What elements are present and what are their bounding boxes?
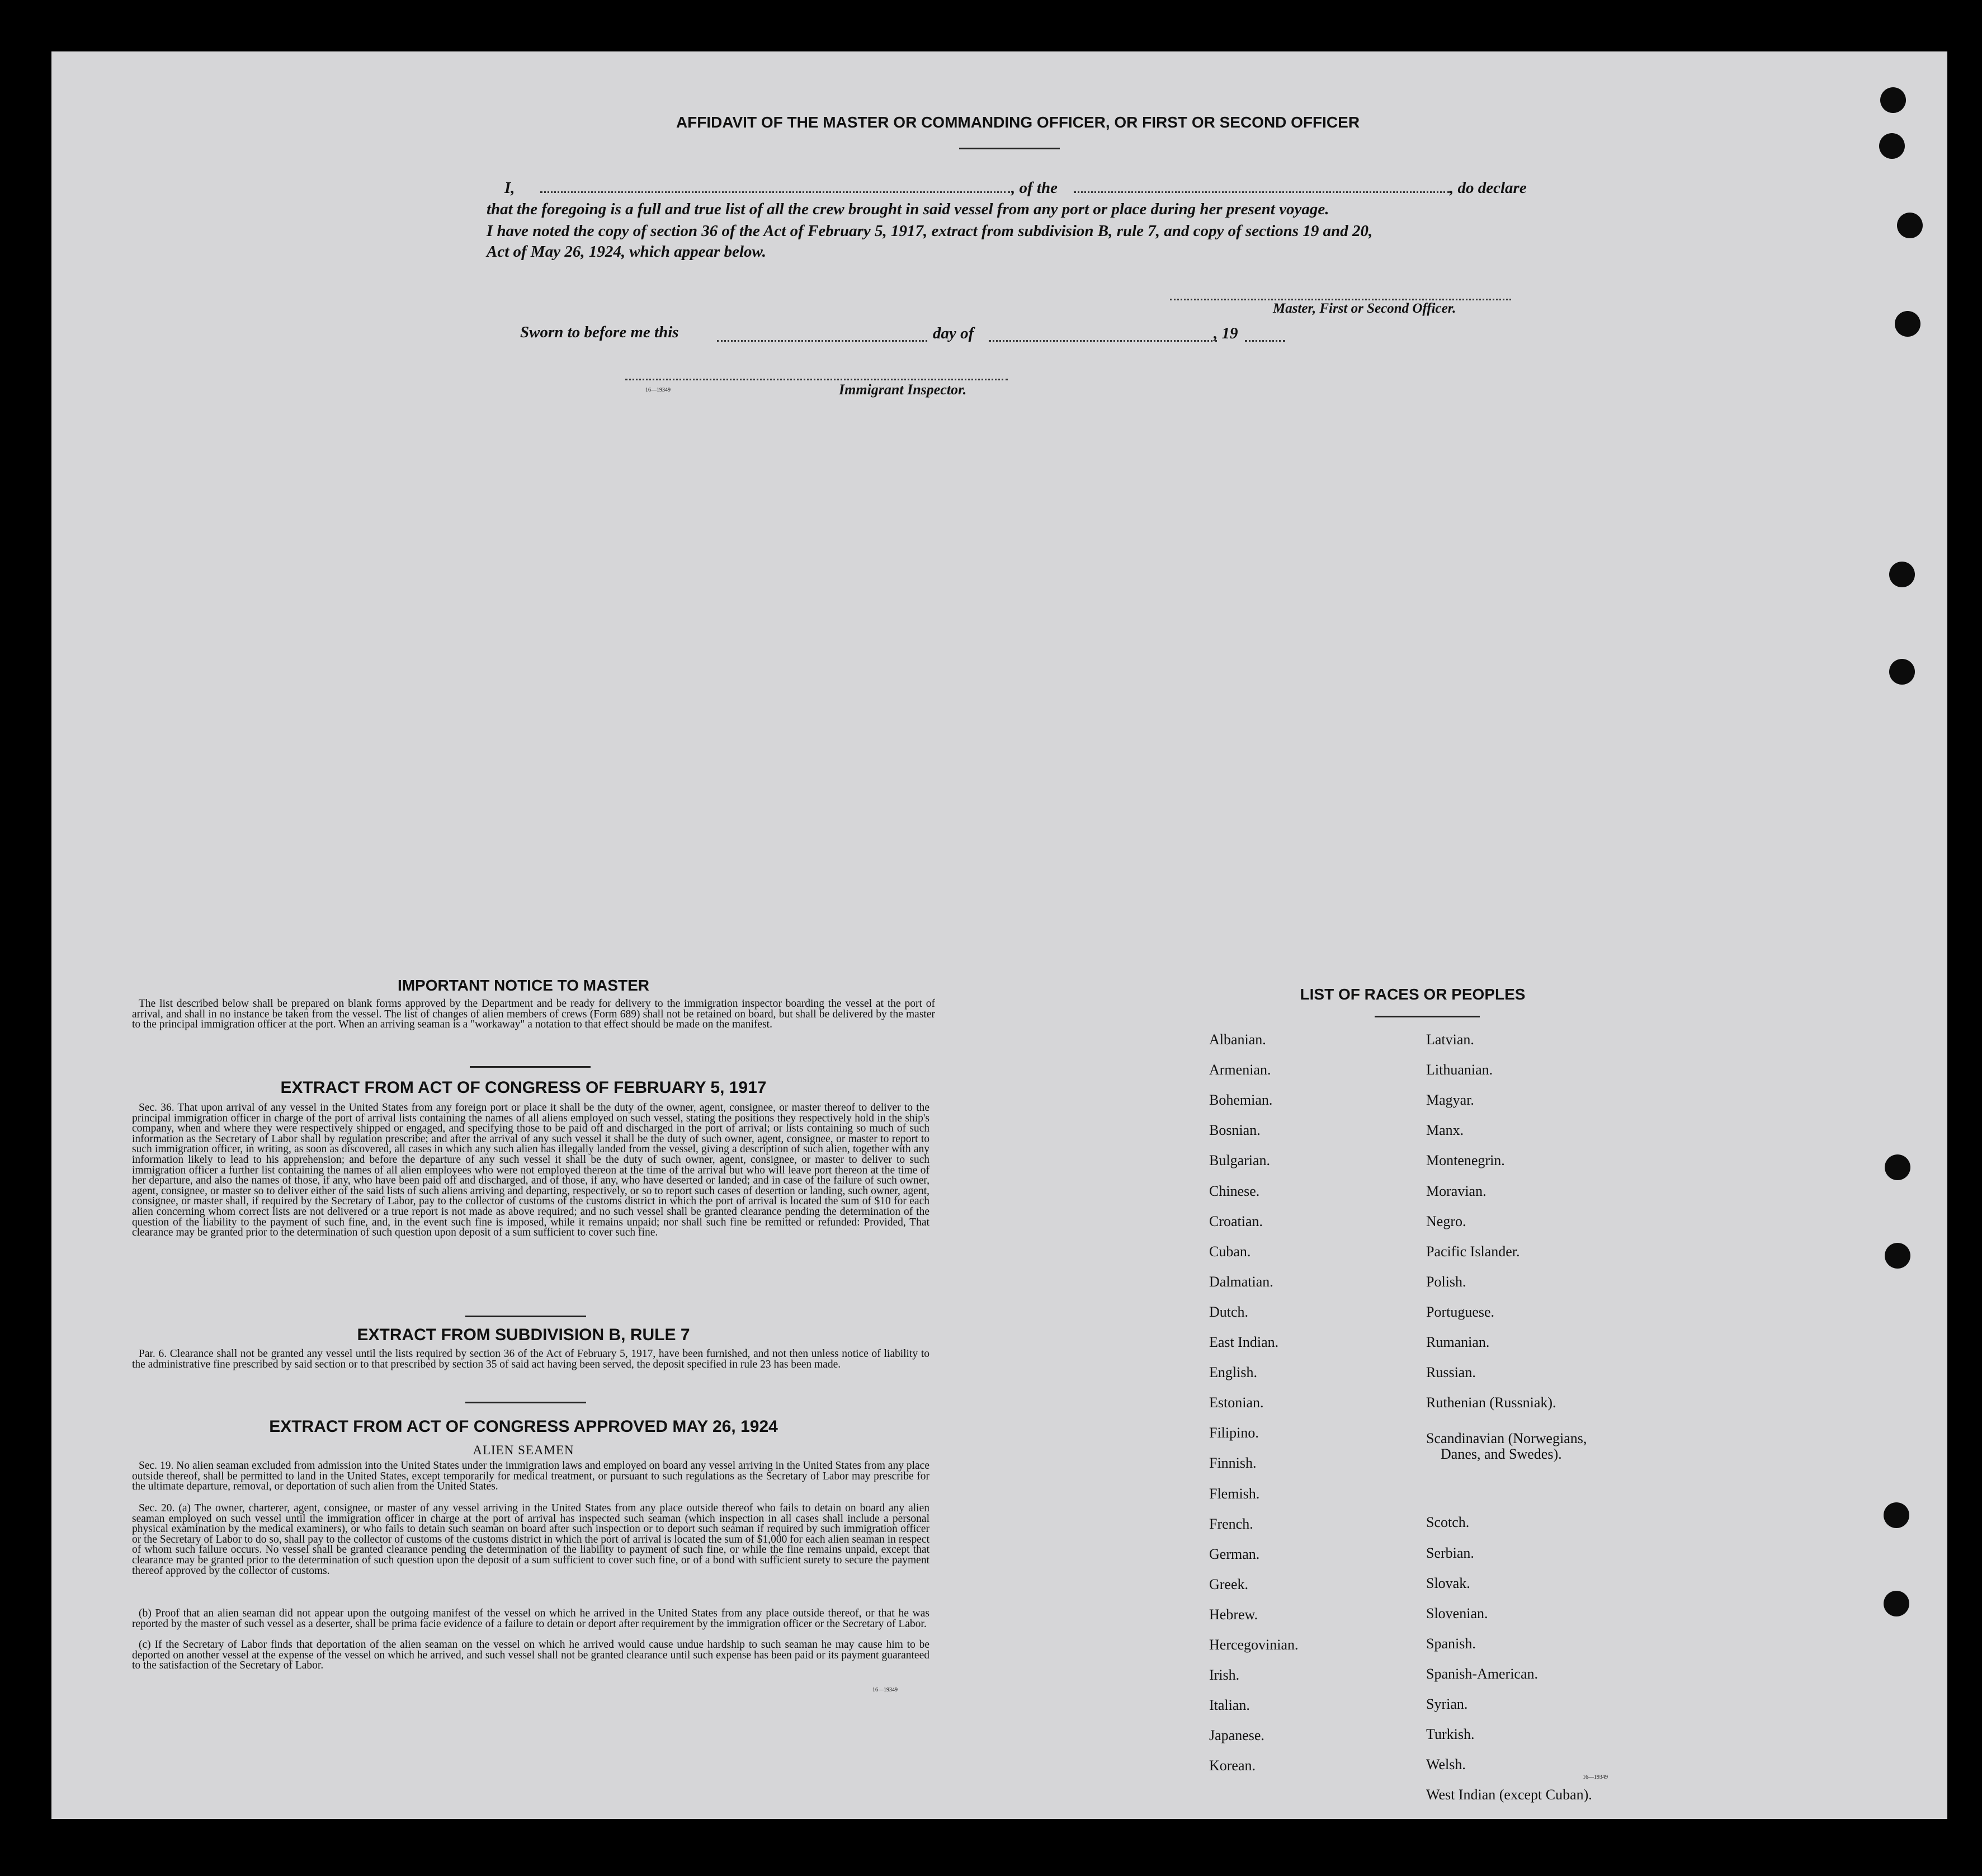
race-item: Bohemian. <box>1209 1092 1273 1109</box>
race-item: Spanish-American. <box>1426 1665 1539 1682</box>
affidavit-line4: Act of May 26, 1924, which appear below. <box>487 243 766 261</box>
notice-title: IMPORTANT NOTICE TO MASTER <box>397 977 650 994</box>
sec20b-text: (b) Proof that an alien seaman did not appear upon the outgoing manifest of the vessel on which he arrived in the United States from any place outside thereof, or that he was reported by the master of such vessel as a deserter, shall be prima facie evidence of a failure to detain or deport after requirement by the immigration officer or the Secretary of Labor. <box>132 1608 929 1630</box>
race-item: Italian. <box>1209 1697 1250 1714</box>
extract-1917-text: Sec. 36. That upon arrival of any vessel in the United States from any foreign port or place it shall be the duty of the owner, agent, consignee, or master thereof to deliver to the principal immigration officer in charge of the port of arrival lists containing the names of all aliens employed on such vessel, stating the positions they respectively hold in the ship's company, when and where they were respectively shipped or engaged, and specifying those to be paid off and discharged in the port of arrival; or lists containing so much of such information as the Secretary of Labor shall by regulation prescribe; and after the arrival of any such vessel it shall be the duty of such owner, agent, consignee, or master to report to such immigration officer, in writing, as soon as discovered, all cases in which any such alien has illegally landed from the vessel, giving a description of such alien, together with any information likely to lead to his apprehension; and before the departure of any such vessel it shall be the duty of such owner, agent, consignee, or master to deliver to such immigration officer a further list containing the names of all alien employees who were not employed thereon at the time of the arrival but who will leave port thereon at the time of her departure, and also the names of those, if any, who have been paid off and discharged, and of those, if any, who have deserted or landed; and in case of the failure of such owner, agent, consignee, or master so to deliver either of the said lists of such aliens arriving and departing, respectively, or so to report such cases of desertion or landing, such owner, agent, consignee, or master shall, if required by the Secretary of Labor, pay to the collector of customs of the customs district in which the port of arrival is located the sum of $10 for each alien concerning whom correct lists are not delivered or a true report is not made as above required; and no such vessel shall be granted clearance pending the determination of the question of the liability to the payment of such fine, and, in the event such fine is imposed, while it remains unpaid; nor shall such fine be remitted or refunded: Provided, That clearance may be granted prior to the determination of such question upon deposit of a sum sufficient to cover such fine. <box>132 1102 929 1239</box>
race-item: Estonian. <box>1209 1394 1264 1411</box>
signature-label: Master, First or Second Officer. <box>1273 301 1456 316</box>
race-item: Syrian. <box>1426 1696 1468 1712</box>
race-item: Welsh. <box>1426 1756 1466 1773</box>
affidavit-line2: that the foregoing is a full and true list of all the crew brought in said vessel from any port or place during her present voyage. <box>487 200 1329 218</box>
race-item: Portuguese. <box>1426 1303 1495 1320</box>
extract-form-number: 16—19349 <box>872 1687 898 1693</box>
divider <box>470 1066 591 1068</box>
races-title: LIST OF RACES OR PEOPLES <box>1300 986 1526 1003</box>
race-item: East Indian. <box>1209 1334 1279 1350</box>
affidavit-i: I, <box>504 179 515 197</box>
race-item: Hebrew. <box>1209 1606 1258 1623</box>
race-item: Negro. <box>1426 1213 1466 1229</box>
affidavit-do-declare: , do declare <box>1450 179 1527 197</box>
race-item: Bosnian. <box>1209 1122 1261 1139</box>
race-item: Rumanian. <box>1426 1334 1490 1350</box>
race-item: Lithuanian. <box>1426 1062 1493 1078</box>
notice-text: The list described below shall be prepared on blank forms approved by the Department and be ready for delivery to the immigration inspector boarding the vessel at the port of arrival, and shall in no instance be taken from the vessel. The list of changes of alien members of crews (Form 689) shall not be retained on board, but shall be delivered by the master to the principal immigration officer at the port. When an arriving seaman is a "workaway" a notation to that effect should be made on the manifest. <box>132 998 935 1031</box>
race-item: Slovenian. <box>1426 1605 1488 1622</box>
race-item: German. <box>1209 1545 1260 1562</box>
punch-hole <box>1880 87 1906 113</box>
race-item: Montenegrin. <box>1426 1152 1505 1169</box>
race-item: Turkish. <box>1426 1726 1475 1743</box>
race-item: Japanese. <box>1209 1727 1264 1744</box>
sec20c-text: (c) If the Secretary of Labor finds that deportation of the alien seaman on the vessel on which he arrived would cause undue hardship to such seaman he may cause him to be deported on another vessel at the expense of the vessel on which he arrived, and such vessel shall not be granted clearance until such expense has been paid or its payment guaranteed to the satisfaction of the Secretary of Labor. <box>132 1639 929 1672</box>
divider <box>1375 1016 1480 1017</box>
extract-1917-title: EXTRACT FROM ACT OF CONGRESS OF FEBRUARY 5, 1917 <box>280 1078 767 1097</box>
race-item: Albanian. <box>1209 1031 1266 1048</box>
races-form-number: 16—19349 <box>1583 1774 1608 1780</box>
affidavit-line3: I have noted the copy of section 36 of the Act of February 5, 1917, extract from subdivision B, rule 7, and copy of sections 19 and 20, <box>487 222 1373 240</box>
race-item: Korean. <box>1209 1757 1256 1774</box>
punch-hole <box>1884 1591 1909 1616</box>
blank-month <box>989 340 1217 342</box>
punch-hole <box>1895 311 1920 337</box>
race-item: Flemish. <box>1209 1485 1260 1502</box>
race-item: English. <box>1209 1364 1257 1381</box>
punch-hole <box>1879 133 1905 159</box>
race-item: Croatian. <box>1209 1213 1263 1229</box>
race-item: Manx. <box>1426 1122 1464 1139</box>
blank-day <box>717 340 927 342</box>
extract-1924-title: EXTRACT FROM ACT OF CONGRESS APPROVED MAY 26, 1924 <box>269 1417 778 1436</box>
race-item: West Indian (except Cuban). <box>1426 1787 1592 1803</box>
rule7-title: EXTRACT FROM SUBDIVISION B, RULE 7 <box>357 1326 690 1344</box>
affidavit-of-the: , of the <box>1011 179 1058 197</box>
race-item: Spanish. <box>1426 1635 1476 1652</box>
race-item: Scandinavian (Norwegians, <box>1426 1430 1587 1447</box>
affidavit-form-number: 16—19349 <box>645 387 671 393</box>
race-item: Irish. <box>1209 1667 1240 1684</box>
day-of-text: day of <box>933 324 974 342</box>
race-item: Polish. <box>1426 1273 1466 1290</box>
race-item: Moravian. <box>1426 1182 1486 1199</box>
blank-vessel <box>1074 191 1450 193</box>
blank-year <box>1245 340 1285 342</box>
affidavit-title: AFFIDAVIT OF THE MASTER OR COMMANDING OFFICER, OR FIRST OR SECOND OFFICER <box>676 114 1360 131</box>
signature-line <box>1170 299 1511 300</box>
race-item: Scotch. <box>1426 1514 1470 1531</box>
race-item: Danes, and Swedes). <box>1441 1446 1562 1463</box>
punch-hole <box>1897 213 1923 238</box>
race-item: Greek. <box>1209 1576 1249 1592</box>
punch-hole <box>1885 1154 1910 1180</box>
race-item: Dalmatian. <box>1209 1273 1273 1290</box>
race-item: Latvian. <box>1426 1031 1474 1048</box>
alien-seamen-subtitle: ALIEN SEAMEN <box>473 1443 574 1457</box>
race-item: Bulgarian. <box>1209 1152 1271 1169</box>
punch-hole <box>1889 562 1915 587</box>
punch-hole <box>1884 1502 1909 1528</box>
inspector-label: Immigrant Inspector. <box>839 381 967 398</box>
race-item: Magyar. <box>1426 1092 1474 1109</box>
race-item: Hercegovinian. <box>1209 1637 1299 1653</box>
race-item: Ruthenian (Russniak). <box>1426 1394 1556 1411</box>
inspector-line <box>625 379 1008 380</box>
punch-hole <box>1889 659 1915 685</box>
race-item: Armenian. <box>1209 1062 1271 1078</box>
race-item: Cuban. <box>1209 1243 1251 1260</box>
race-item: Pacific Islander. <box>1426 1243 1520 1260</box>
sworn-text: Sworn to before me this <box>520 323 679 341</box>
rule7-text: Par. 6. Clearance shall not be granted any vessel until the lists required by section 36 of the Act of February 5, 1917, have been furnished, and not then unless notice of liability to the administrative fine prescribed by said section or to that prescribed by section 35 of said act having been served, the deposit specified in rule 23 has been made. <box>132 1348 929 1370</box>
sec19-text: Sec. 19. No alien seaman excluded from admission into the United States under the immigration laws and employed on board any vessel arriving in the United States from any place outside thereof, shall be permitted to land in the United States, except temporarily for medical treatment, or pursuant to such regulations as the Secretary of Labor may prescribe for the ultimate departure, removal, or deportation of such alien from the United States. <box>132 1460 929 1493</box>
race-item: Dutch. <box>1209 1303 1249 1320</box>
race-item: Serbian. <box>1426 1544 1474 1561</box>
blank-name <box>540 191 1010 193</box>
divider <box>959 148 1060 149</box>
sec20a-text: Sec. 20. (a) The owner, charterer, agent, consignee, or master of any vessel arriving in the United States from any place outside thereof who fails to detain on board any alien seaman employed on such vessel until the immigration officer in charge at the port of arrival has inspected such seaman (which inspection in all cases shall include a personal physical examination by the medical examiners), or who fails to detain such seaman on board after such inspection or to deport such seaman if required by such immigration officer or the Secretary of Labor to do so, shall pay to the collector of customs of the customs district in which the port of arrival is located the sum of $1,000 for each alien seaman in respect of whom such failure occurs. No vessel shall be granted clearance pending the determination of the liability to payment of such fine, or while the fine remains unpaid, except that clearance may be granted prior to the determination of such question upon the deposit of a sum sufficient to cover such fine, or of a bond with sufficient surety to secure the payment thereof approved by the collector of customs. <box>132 1502 929 1577</box>
race-item: Russian. <box>1426 1364 1476 1381</box>
divider <box>465 1316 586 1317</box>
year-text: , 19 <box>1214 324 1238 342</box>
race-item: Filipino. <box>1209 1425 1259 1441</box>
divider <box>465 1402 586 1403</box>
race-item: Slovak. <box>1426 1575 1470 1591</box>
race-item: Chinese. <box>1209 1182 1260 1199</box>
punch-hole <box>1885 1243 1910 1269</box>
race-item: Finnish. <box>1209 1455 1257 1472</box>
race-item: French. <box>1209 1515 1253 1532</box>
